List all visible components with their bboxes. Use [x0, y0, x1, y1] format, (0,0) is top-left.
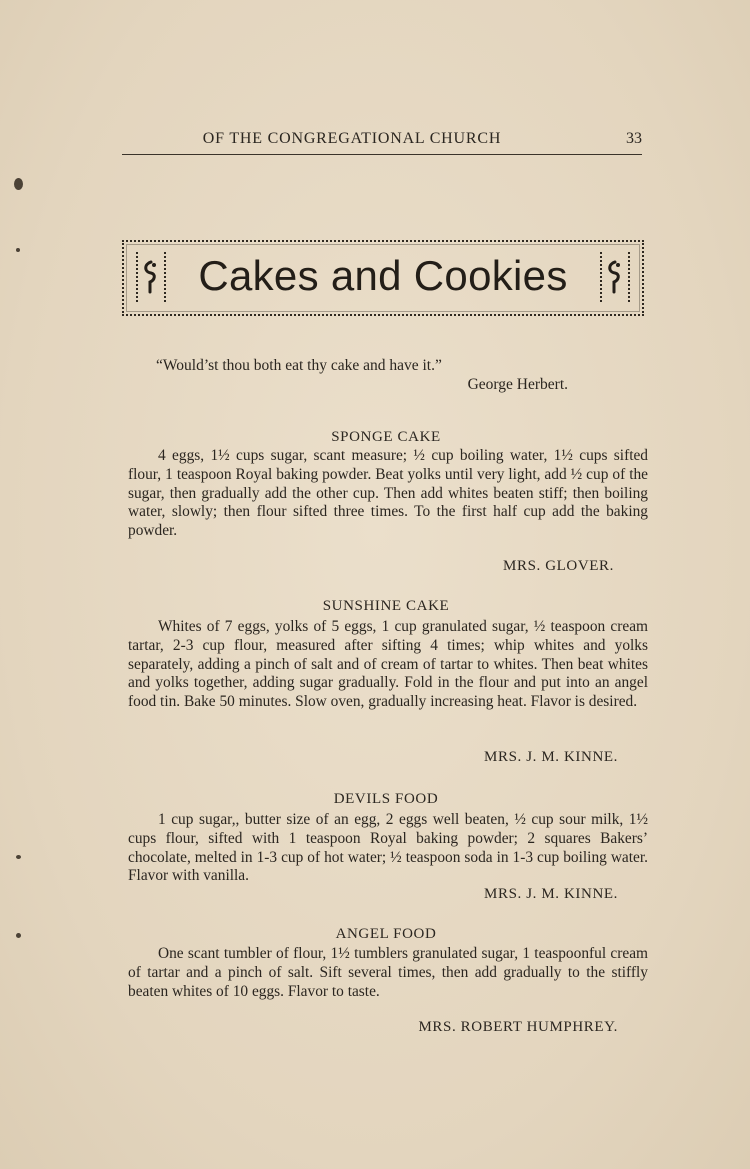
paper-blemish	[16, 933, 21, 938]
epigraph	[156, 356, 576, 394]
recipe-title: SPONGE CAKE	[331, 429, 441, 445]
epigraph-attribution: George Herbert.	[467, 376, 568, 393]
running-head-title: OF THE CONGREGATIONAL CHURCH	[202, 130, 502, 147]
recipe-author: MRS. J. M. KINNE.	[484, 749, 618, 765]
paper-blemish	[14, 178, 23, 190]
recipe-title: DEVILS FOOD	[333, 791, 439, 807]
recipe-author: MRS. GLOVER.	[503, 558, 614, 574]
ornament-left	[136, 252, 166, 302]
paper-blemish	[16, 248, 20, 252]
recipe-body: 4 eggs, 1½ cups sugar, scant measure; ½ cup boiling water, 1½ cups sifted flour, 1 teaspoon Royal baking powder. Beat yolks until very light, add ½ cup of the sugar, then gradually add the other cup. Then add whites beaten stiff; then boiling water, slowly; then flour sifted three times. To the first half cup add the baking powder.	[128, 447, 648, 540]
page-number: 33	[626, 130, 642, 147]
running-head	[122, 128, 642, 155]
recipe-body: 1 cup sugar,, butter size of an egg, 2 eggs well beaten, ½ cup sour milk, 1½ cups flour, sifted with 1 teaspoon Royal baking powder; 2 squares Bakers’ chocolate, melted in 1-3 cup of hot water; ½ teaspoon soda in 1-3 cup boiling water. Flavor with vanilla.	[128, 811, 648, 885]
ornament-flourish-icon	[605, 260, 623, 294]
ornament-right	[600, 252, 630, 302]
recipe-author: MRS. J. M. KINNE.	[484, 886, 618, 902]
recipe-body: One scant tumbler of flour, 1½ tumblers granulated sugar, 1 teaspoonful cream of tartar and a pinch of salt. Sift several times, then add gradually to the stiffly beaten whites of 10 eggs. Flavor to taste.	[128, 945, 648, 1000]
paper-blemish	[16, 855, 21, 859]
recipe-author: MRS. ROBERT HUMPHREY.	[418, 1019, 618, 1035]
recipe-title: SUNSHINE CAKE	[322, 598, 450, 614]
recipe-title: ANGEL FOOD	[335, 926, 437, 942]
recipe-body: Whites of 7 eggs, yolks of 5 eggs, 1 cup granulated sugar, ½ teaspoon cream tartar, 2-3 cup flour, measured after sifting 4 times; whip whites and yolks separately, adding a pinch of salt and of cream of tartar to whites. Then beat whites and yolks together, adding sugar gradually. Fold in the flour and put into an angel food tin. Bake 50 minutes. Slow oven, gradually increasing heat. Flavor is desired.	[128, 618, 648, 711]
epigraph-quote: “Would’st thou both eat thy cake and have it.”	[156, 357, 442, 374]
ornament-flourish-icon	[141, 260, 159, 294]
section-banner	[122, 240, 644, 316]
section-title: Cakes and Cookies	[198, 252, 568, 299]
